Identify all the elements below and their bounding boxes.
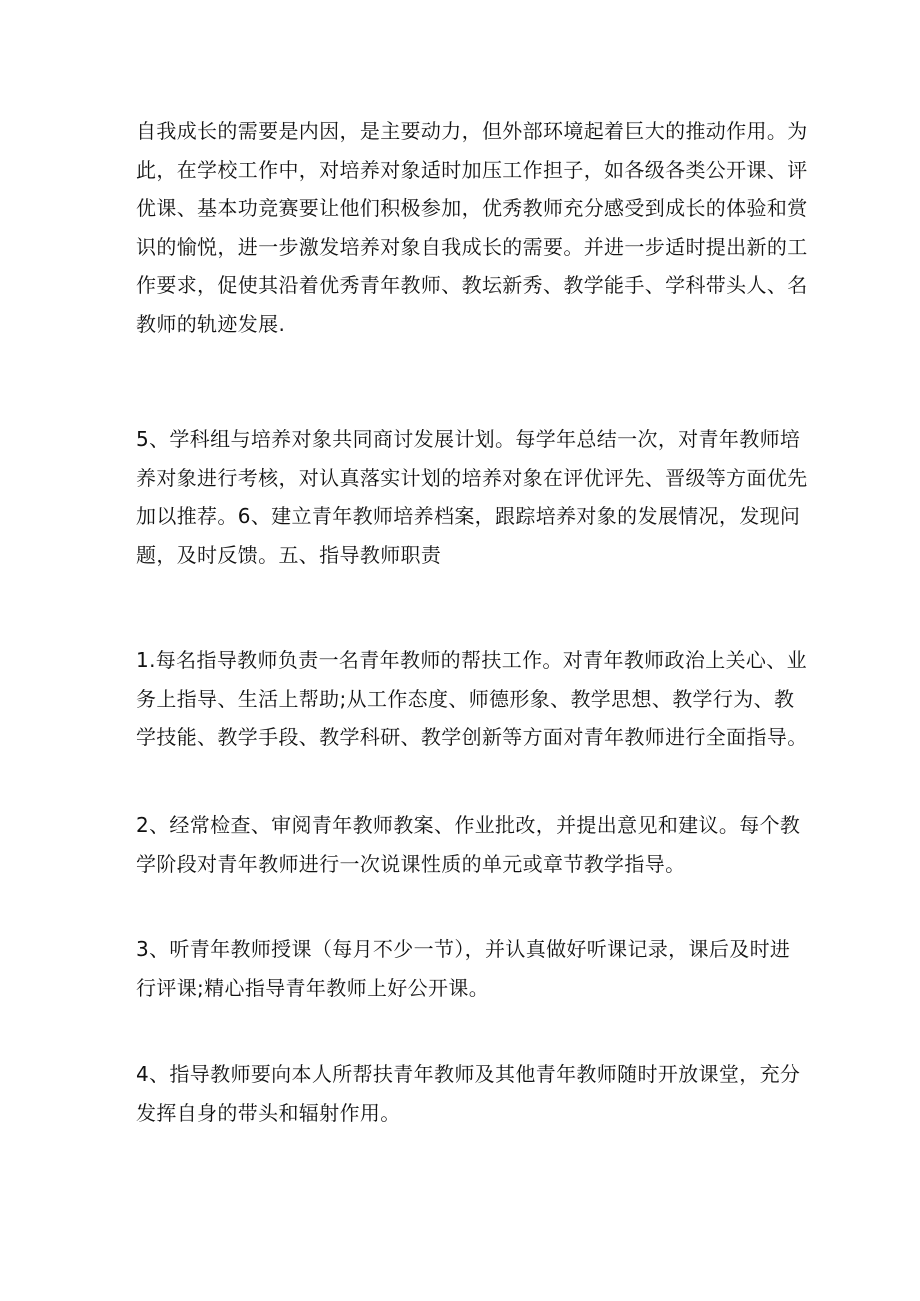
paragraph-mentor-duty-3: [136, 930, 791, 1007]
text-line: 5、学科组与培养对象共同商讨发展计划。每学年总结一次，对青年教师培: [136, 427, 801, 451]
text-line: 3、听青年教师授课（每月不少一节），并认真做好听课记录，课后及时进: [136, 937, 791, 961]
text-line: 发挥自身的带头和辐射作用。: [136, 1100, 401, 1125]
paragraph-mentor-duty-1: [136, 641, 808, 757]
text-line: 学阶段对青年教师进行一次说课性质的单元或章节教学指导。: [136, 851, 686, 876]
text-line: 行评课;精心指导青年教师上好公开课。: [136, 975, 490, 1000]
text-line: 此，在学校工作中，对培养对象适时加压工作担子，如各级各类公开课、评: [136, 157, 808, 182]
text-line: 养对象进行考核，对认真落实计划的培养对象在评优评先、晋级等方面优先: [136, 465, 808, 490]
text-line: 2、经常检查、审阅青年教师教案、作业批改，并提出意见和建议。每个教: [136, 813, 801, 837]
text-line: 作要求，促使其沿着优秀青年教师、教坛新秀、教学能手、学科带头人、名: [136, 273, 808, 297]
text-line: 4、指导教师要向本人所帮扶青年教师及其他青年教师随时开放课堂，充分: [136, 1062, 801, 1086]
paragraph-mentor-duty-2: [136, 806, 801, 883]
text-line: 自我成长的需要是内因，是主要动力，但外部环境起着巨大的推动作用。为: [136, 119, 808, 143]
text-line: 识的愉悦，进一步激发培养对象自我成长的需要。并进一步适时提出新的工: [136, 234, 808, 259]
paragraph-mentor-duty-4: [136, 1055, 801, 1132]
text-line: 题，及时反馈。五、指导教师职责: [136, 542, 442, 567]
text-line: 1.每名指导教师负责一名青年教师的帮扶工作。对青年教师政治上关心、业: [136, 648, 807, 672]
text-line: 优课、基本功竞赛要让他们积极参加，优秀教师充分感受到成长的体验和赏: [136, 196, 808, 220]
text-line: 加以推荐。6、建立青年教师培养档案，跟踪培养对象的发展情况，发现问: [136, 504, 801, 528]
paragraph-growth-needs: [136, 112, 808, 343]
text-line: 务上指导、生活上帮助;从工作态度、师德形象、教学思想、教学行为、教: [136, 686, 795, 711]
text-line: 学技能、教学手段、教学科研、教学创新等方面对青年教师进行全面指导。: [136, 725, 808, 749]
paragraph-item-5-6: [136, 420, 808, 574]
text-line: 教师的轨迹发展.: [136, 311, 286, 336]
